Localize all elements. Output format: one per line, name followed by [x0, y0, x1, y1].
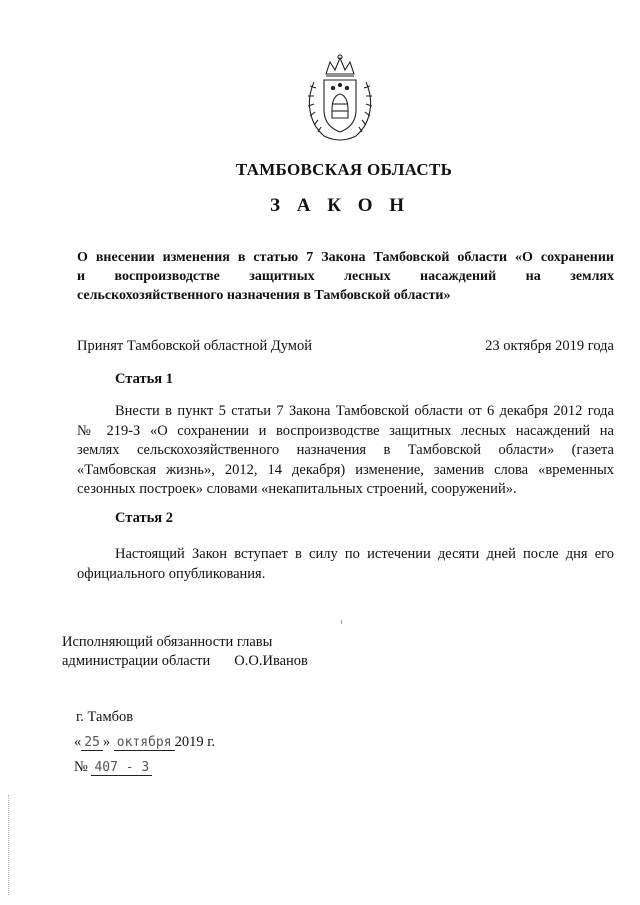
article-line: Внести в пункт 5 статьи 7 Закона Тамбовской области от 6 декабря 2012 года	[115, 403, 614, 419]
close-quote: »	[102, 734, 111, 750]
article-line: «Тамбовская жизнь», 2012, 14 декабря) изменение, заменив слова «временных	[77, 461, 614, 478]
adopted-by: Принят Тамбовской областной Думой	[77, 338, 312, 354]
city: г. Тамбов	[76, 709, 134, 725]
adoption-date: 23 октября 2019 года	[485, 338, 614, 354]
open-quote: «	[74, 734, 82, 750]
subject-line: сельскохозяйственного назначения в Тамбовской области»	[77, 288, 451, 303]
article-2-text	[77, 545, 614, 584]
signer-position: Исполняющий обязанности главы	[62, 634, 273, 650]
number-prefix: №	[74, 759, 88, 775]
signing-year: 2019 г.	[174, 734, 216, 750]
signing-date	[74, 734, 215, 751]
signature-block	[62, 633, 308, 671]
document-type-title: З А К О Н	[269, 195, 411, 216]
coat-of-arms-emblem	[300, 52, 380, 144]
article-line: сезонных построек» словами «некапитальных строений, сооружений».	[77, 481, 517, 497]
law-number-value: 407 - З	[91, 760, 152, 776]
signer-position: администрации области	[62, 653, 211, 669]
signing-month: октября	[114, 735, 175, 751]
signer-name: О.О.Иванов	[234, 653, 308, 669]
article-line: № 219-З «О сохранении и воспроизводстве защитных лесных насаждений на	[77, 422, 614, 439]
signing-day: 25	[81, 735, 103, 751]
article-2-heading: Статья 2	[115, 510, 173, 526]
subject-line: и воспроизводстве защитных лесных насаждений на землях	[77, 269, 614, 284]
scan-edge-marks	[8, 795, 10, 895]
article-1-text	[77, 402, 614, 500]
law-number	[74, 759, 152, 776]
subject-line: О внесении изменения в статью 7 Закона Тамбовской области «О сохранении	[77, 250, 614, 265]
law-subject-heading	[77, 248, 614, 305]
article-line: официального опубликования.	[77, 565, 266, 582]
region-title: ТАМБОВСКАЯ ОБЛАСТЬ	[235, 160, 453, 179]
scan-mark	[341, 620, 342, 624]
article-1-heading: Статья 1	[115, 371, 173, 387]
article-line: Настоящий Закон вступает в силу по истечении десяти дней после дня его	[115, 546, 614, 562]
article-line: землях сельскохозяйственного назначения в Тамбовской области» (газета	[77, 442, 614, 458]
